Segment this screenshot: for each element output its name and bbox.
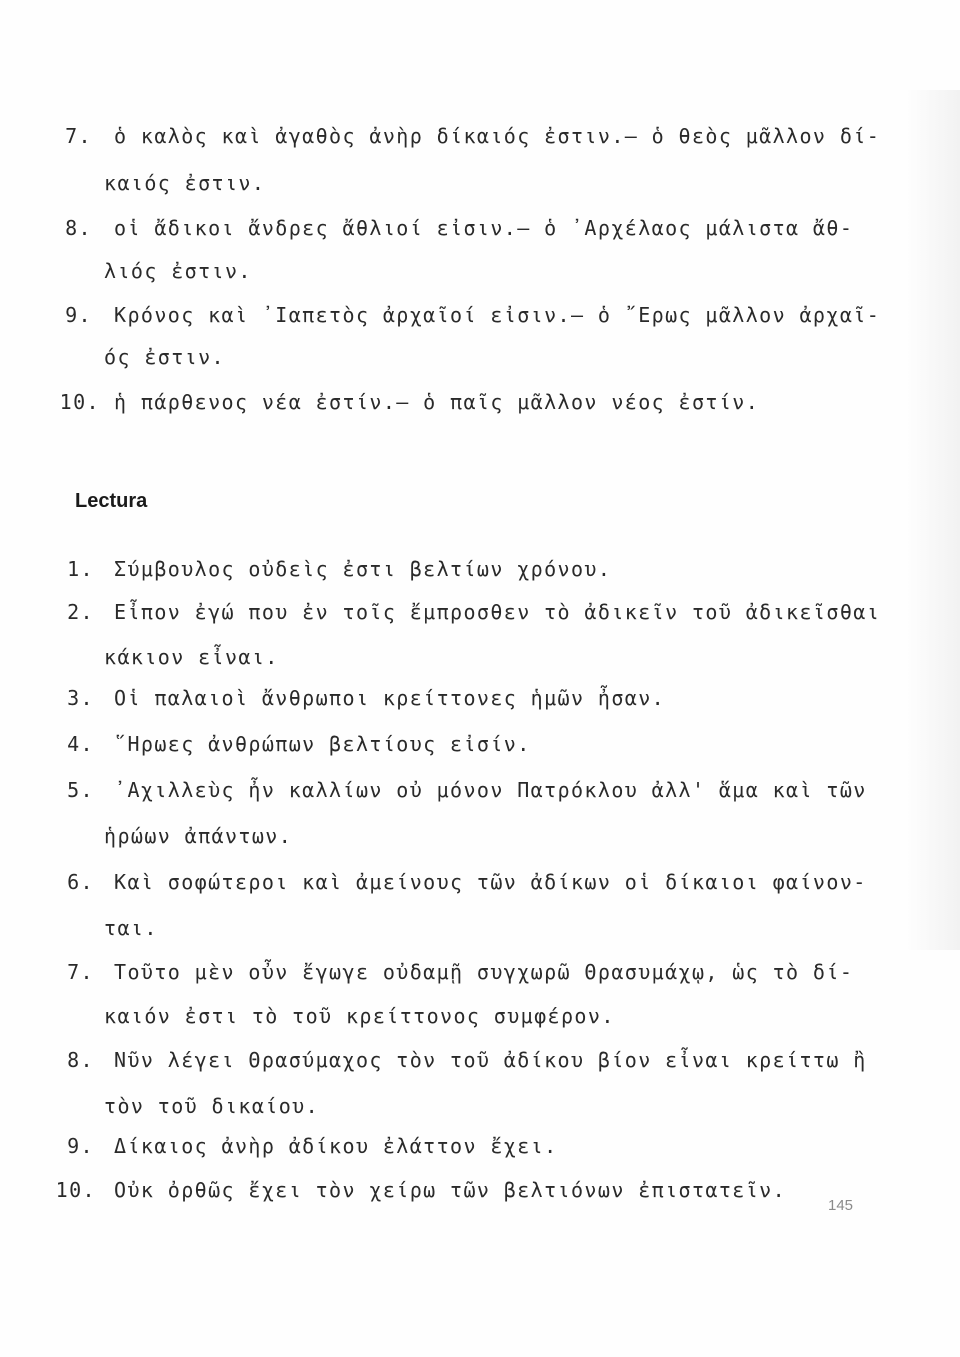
item-text: ός ἐστιν.: [104, 345, 225, 369]
page-number: 145: [828, 1197, 854, 1214]
item-text: Οὐκ ὀρθῶς ἔχει τὸν χείρω τῶν βελτιόνων ἐπιστατεῖν.: [114, 1178, 787, 1202]
item-text: ᾿Αχιλλεὺς ἦν καλλίων οὐ μόνον Πατρόκλου ἀλλ' ἅμα καὶ τῶν: [114, 778, 867, 802]
item-text: οἱ ἄδικοι ἄνδρες ἄθλιοί εἰσιν.– ὁ ᾿Αρχέλαος μάλιστα ἄθ-: [114, 216, 854, 240]
item-number: 7.: [67, 960, 94, 984]
item-text: τὸν τοῦ δικαίου.: [104, 1094, 320, 1118]
page-edge-shadow: [905, 90, 960, 950]
item-text: ἡ πάρθενος νέα ἐστίν.– ὁ παῖς μᾶλλον νέος ἐστίν.: [114, 390, 760, 414]
item-number: 10.: [59, 390, 100, 414]
item-number: 5.: [67, 778, 94, 802]
item-number: 9.: [67, 1134, 94, 1158]
item-text: ὁ καλὸς καὶ ἀγαθὸς ἀνὴρ δίκαιός ἐστιν.– ὁ θεὸς μᾶλλον δί-: [114, 124, 881, 148]
item-number: 8.: [65, 216, 92, 240]
item-number: 10.: [55, 1178, 96, 1202]
item-text: Εἶπον ἐγώ που ἐν τοῖς ἔμπροσθεν τὸ ἀδικεῖν τοῦ ἀδικεῖσθαι: [114, 600, 881, 624]
item-number: 8.: [67, 1048, 94, 1072]
item-number: 2.: [67, 600, 94, 624]
item-number: 6.: [67, 870, 94, 894]
item-number: 1.: [67, 557, 94, 581]
item-text: Τοῦτο μὲν οὖν ἔγωγε οὐδαμῇ συγχωρῶ Θρασυμάχῳ, ὡς τὸ δί-: [114, 960, 854, 984]
item-text: Νῦν λέγει Θρασύμαχος τὸν τοῦ ἀδίκου βίον εἶναι κρείττω ἢ: [114, 1048, 867, 1072]
item-text: Καὶ σοφώτεροι καὶ ἀμείνους τῶν ἀδίκων οἱ δίκαιοι φαίνον-: [114, 870, 867, 894]
item-number: 3.: [67, 686, 94, 710]
item-text: Δίκαιος ἀνὴρ ἀδίκου ἐλάττον ἔχει.: [114, 1134, 558, 1158]
section-heading: Lectura: [75, 490, 148, 512]
item-text: ἡρώων ἀπάντων.: [104, 824, 293, 848]
item-text: Κρόνος καὶ ᾿Ιαπετὸς ἀρχαῖοί εἰσιν.– ὁ ῎Ερως μᾶλλον ἀρχαῖ-: [114, 303, 881, 327]
item-number: 7.: [65, 124, 92, 148]
item-text: ῞Ηρωες ἀνθρώπων βελτίους εἰσίν.: [114, 732, 531, 756]
item-text: Σύμβουλος οὐδεὶς ἐστι βελτίων χρόνου.: [114, 557, 612, 581]
item-text: Οἱ παλαιοὶ ἄνθρωποι κρείττονες ἡμῶν ἦσαν.: [114, 686, 666, 710]
item-text: λιός ἐστιν.: [104, 259, 252, 283]
item-text: καιόν ἐστι τὸ τοῦ κρείττονος συμφέρον.: [104, 1004, 615, 1028]
item-text: κάκιον εἶναι.: [104, 645, 279, 669]
item-text: καιός ἐστιν.: [104, 171, 266, 195]
item-number: 9.: [65, 303, 92, 327]
item-number: 4.: [67, 732, 94, 756]
item-text: ται.: [104, 916, 158, 940]
